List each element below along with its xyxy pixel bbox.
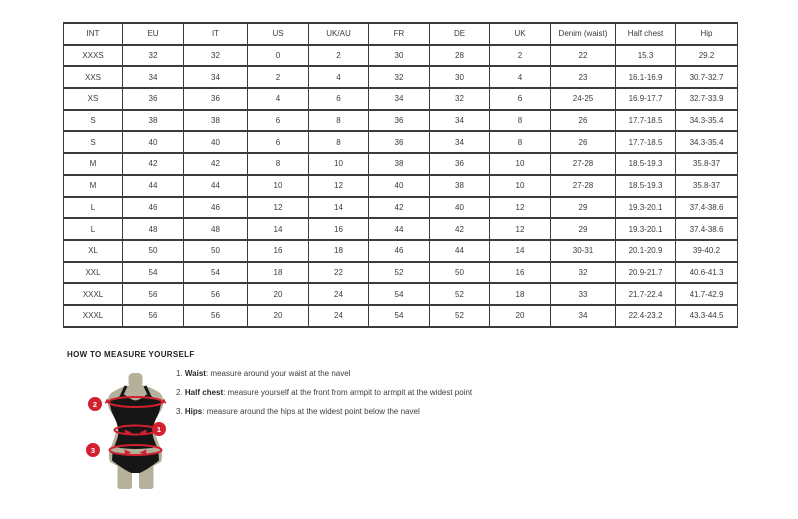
table-cell: 56 [123,305,184,327]
step-text: : measure around the hips at the widest point below the navel [202,407,420,417]
table-cell: 14 [248,218,309,240]
table-cell: 6 [248,131,309,153]
table-cell: S [64,131,123,153]
table-cell: 20 [490,305,551,327]
table-cell: 24 [309,305,369,327]
table-row [64,66,738,88]
table-cell: 54 [369,283,430,305]
table-cell: 46 [184,197,248,219]
table-cell: 30 [369,45,430,67]
size-chart-table [63,22,738,328]
table-cell: 16 [248,240,309,262]
table-row [64,153,738,175]
table-cell: 16 [490,262,551,284]
table-cell: 12 [490,218,551,240]
table-cell: 10 [490,153,551,175]
table-cell: XS [64,88,123,110]
table-cell: 6 [309,88,369,110]
column-header: Half chest [616,23,676,45]
table-cell: 30.7-32.7 [676,66,738,88]
table-cell: 36 [369,110,430,132]
step-label: Half chest [184,388,224,398]
table-cell: 24 [309,283,369,305]
table-cell: 27-28 [551,153,616,175]
table-cell: 29 [551,218,616,240]
table-cell: 32 [551,262,616,284]
table-cell: 34 [430,110,490,132]
column-header: EU [123,23,184,45]
table-cell: XXXL [64,283,123,305]
table-row [64,197,738,219]
table-cell: 24-25 [551,88,616,110]
table-cell: 37.4-38.6 [676,197,738,219]
table-cell: 4 [248,88,309,110]
measure-section-title: HOW TO MEASURE YOURSELF [67,350,195,359]
table-cell: 42 [430,218,490,240]
table-cell: 44 [369,218,430,240]
table-cell: 30-31 [551,240,616,262]
column-header: DE [430,23,490,45]
table-cell: L [64,197,123,219]
table-cell: 16.9-17.7 [616,88,676,110]
table-row [64,240,738,262]
table-row [64,88,738,110]
table-cell: L [64,218,123,240]
measure-step-hips [176,407,472,426]
table-cell: 40 [369,175,430,197]
table-cell: 34.3-35.4 [676,110,738,132]
table-row [64,131,738,153]
table-cell: 20.1-20.9 [616,240,676,262]
table-cell: 34 [551,305,616,327]
table-cell: 26 [551,131,616,153]
table-cell: 34 [184,66,248,88]
table-cell: XXXS [64,45,123,67]
table-cell: 6 [490,88,551,110]
table-cell: 42 [123,153,184,175]
table-cell: 28 [430,45,490,67]
table-cell: 19.3-20.1 [616,197,676,219]
table-cell: 18 [490,283,551,305]
table-row [64,110,738,132]
badge-hips [86,443,100,457]
column-header: Denim (waist) [551,23,616,45]
table-cell: 42 [184,153,248,175]
table-cell: 2 [490,45,551,67]
table-cell: 20.9-21.7 [616,262,676,284]
table-cell: 0 [248,45,309,67]
table-cell: 18 [248,262,309,284]
table-cell: 52 [430,283,490,305]
table-cell: 18.5-19.3 [616,153,676,175]
step-label: Hips [184,407,203,417]
table-cell: 8 [309,131,369,153]
table-cell: 29.2 [676,45,738,67]
table-cell: 22 [551,45,616,67]
table-cell: 8 [309,110,369,132]
table-cell: 52 [369,262,430,284]
table-cell: 44 [430,240,490,262]
table-cell: 27-28 [551,175,616,197]
table-cell: 16 [309,218,369,240]
table-cell: 35.8-37 [676,153,738,175]
table-cell: 21.7-22.4 [616,283,676,305]
measure-step-half-chest [176,388,472,407]
table-cell: XL [64,240,123,262]
badge-waist [152,422,166,436]
table-row [64,218,738,240]
table-row [64,175,738,197]
table-cell: 36 [430,153,490,175]
table-cell: 54 [369,305,430,327]
table-cell: 36 [369,131,430,153]
table-cell: 48 [123,218,184,240]
table-cell: 12 [490,197,551,219]
table-cell: 44 [123,175,184,197]
table-body [64,45,738,327]
table-cell: 6 [248,110,309,132]
table-cell: 35.8-37 [676,175,738,197]
column-header: US [248,23,309,45]
table-cell: 33 [551,283,616,305]
table-cell: 34 [369,88,430,110]
table-cell: M [64,153,123,175]
table-cell: 17.7-18.5 [616,110,676,132]
table-cell: 15.3 [616,45,676,67]
table-cell: 34 [430,131,490,153]
table-cell: 37.4-38.6 [676,218,738,240]
table-cell: 32.7-33.9 [676,88,738,110]
table-cell: 12 [248,197,309,219]
table-cell: 8 [248,153,309,175]
table-cell: 50 [123,240,184,262]
table-cell: 36 [123,88,184,110]
table-cell: XXS [64,66,123,88]
table-cell: 46 [123,197,184,219]
table-cell: 14 [490,240,551,262]
column-header: INT [64,23,123,45]
table-cell: 36 [184,88,248,110]
table-cell: 18 [309,240,369,262]
table-cell: 40 [430,197,490,219]
table-cell: 41.7-42.9 [676,283,738,305]
step-number: 1. [176,369,183,378]
table-cell: 42 [369,197,430,219]
table-cell: 10 [248,175,309,197]
table-cell: 22.4-23.2 [616,305,676,327]
table-cell: 12 [309,175,369,197]
column-header: FR [369,23,430,45]
table-cell: 32 [123,45,184,67]
table-cell: 22 [309,262,369,284]
table-cell: 52 [430,305,490,327]
table-cell: 38 [369,153,430,175]
measure-steps-list [176,369,472,427]
table-cell: 32 [369,66,430,88]
step-label: Waist [184,369,206,378]
badge-half-chest-number: 2 [92,399,98,409]
table-row [64,45,738,67]
table-cell: 40.6-41.3 [676,262,738,284]
table-cell: 26 [551,110,616,132]
column-header: IT [184,23,248,45]
table-cell: 18.5-19.3 [616,175,676,197]
column-header: UK [490,23,551,45]
table-cell: 4 [490,66,551,88]
table-cell: 40 [123,131,184,153]
table-cell: 38 [123,110,184,132]
table-row [64,283,738,305]
badge-waist-number: 1 [156,424,162,434]
table-cell: 8 [490,110,551,132]
table-cell: 20 [248,305,309,327]
measure-step-waist [176,369,472,388]
table-cell: 4 [309,66,369,88]
table-cell: 46 [369,240,430,262]
table-cell: 48 [184,218,248,240]
table-row [64,262,738,284]
table-cell: 10 [309,153,369,175]
table-cell: 23 [551,66,616,88]
badge-half-chest [88,397,102,411]
table-cell: 29 [551,197,616,219]
table-cell: 16.1-16.9 [616,66,676,88]
table-cell: 14 [309,197,369,219]
column-header: UK/AU [309,23,369,45]
table-cell: XXL [64,262,123,284]
step-number: 2. [176,388,183,398]
table-cell: 30 [430,66,490,88]
table-cell: XXXL [64,305,123,327]
table-cell: 56 [184,305,248,327]
table-cell: 8 [490,131,551,153]
table-cell: 38 [430,175,490,197]
table-cell: 43.3-44.5 [676,305,738,327]
table-cell: 39-40.2 [676,240,738,262]
table-cell: 17.7-18.5 [616,131,676,153]
table-cell: 44 [184,175,248,197]
table-cell: 56 [123,283,184,305]
table-cell: 32 [430,88,490,110]
step-number: 3. [176,407,183,417]
column-header: Hip [676,23,738,45]
table-cell: 40 [184,131,248,153]
badge-hips-number: 3 [90,445,96,455]
table-cell: 54 [123,262,184,284]
step-text: : measure yourself at the front from armpit to armpit at the widest point [223,388,473,398]
table-header-row [64,23,738,45]
table-cell: 32 [184,45,248,67]
table-cell: 38 [184,110,248,132]
table-cell: 2 [309,45,369,67]
table-cell: 20 [248,283,309,305]
table-row [64,305,738,327]
table-cell: 34 [123,66,184,88]
table-cell: 10 [490,175,551,197]
step-text: : measure around your waist at the navel [205,369,351,378]
table-cell: M [64,175,123,197]
table-cell: 50 [430,262,490,284]
table-cell: 50 [184,240,248,262]
table-cell: 34.3-35.4 [676,131,738,153]
table-cell: 2 [248,66,309,88]
table-cell: 19.3-20.1 [616,218,676,240]
table-cell: S [64,110,123,132]
table-cell: 54 [184,262,248,284]
table-cell: 56 [184,283,248,305]
